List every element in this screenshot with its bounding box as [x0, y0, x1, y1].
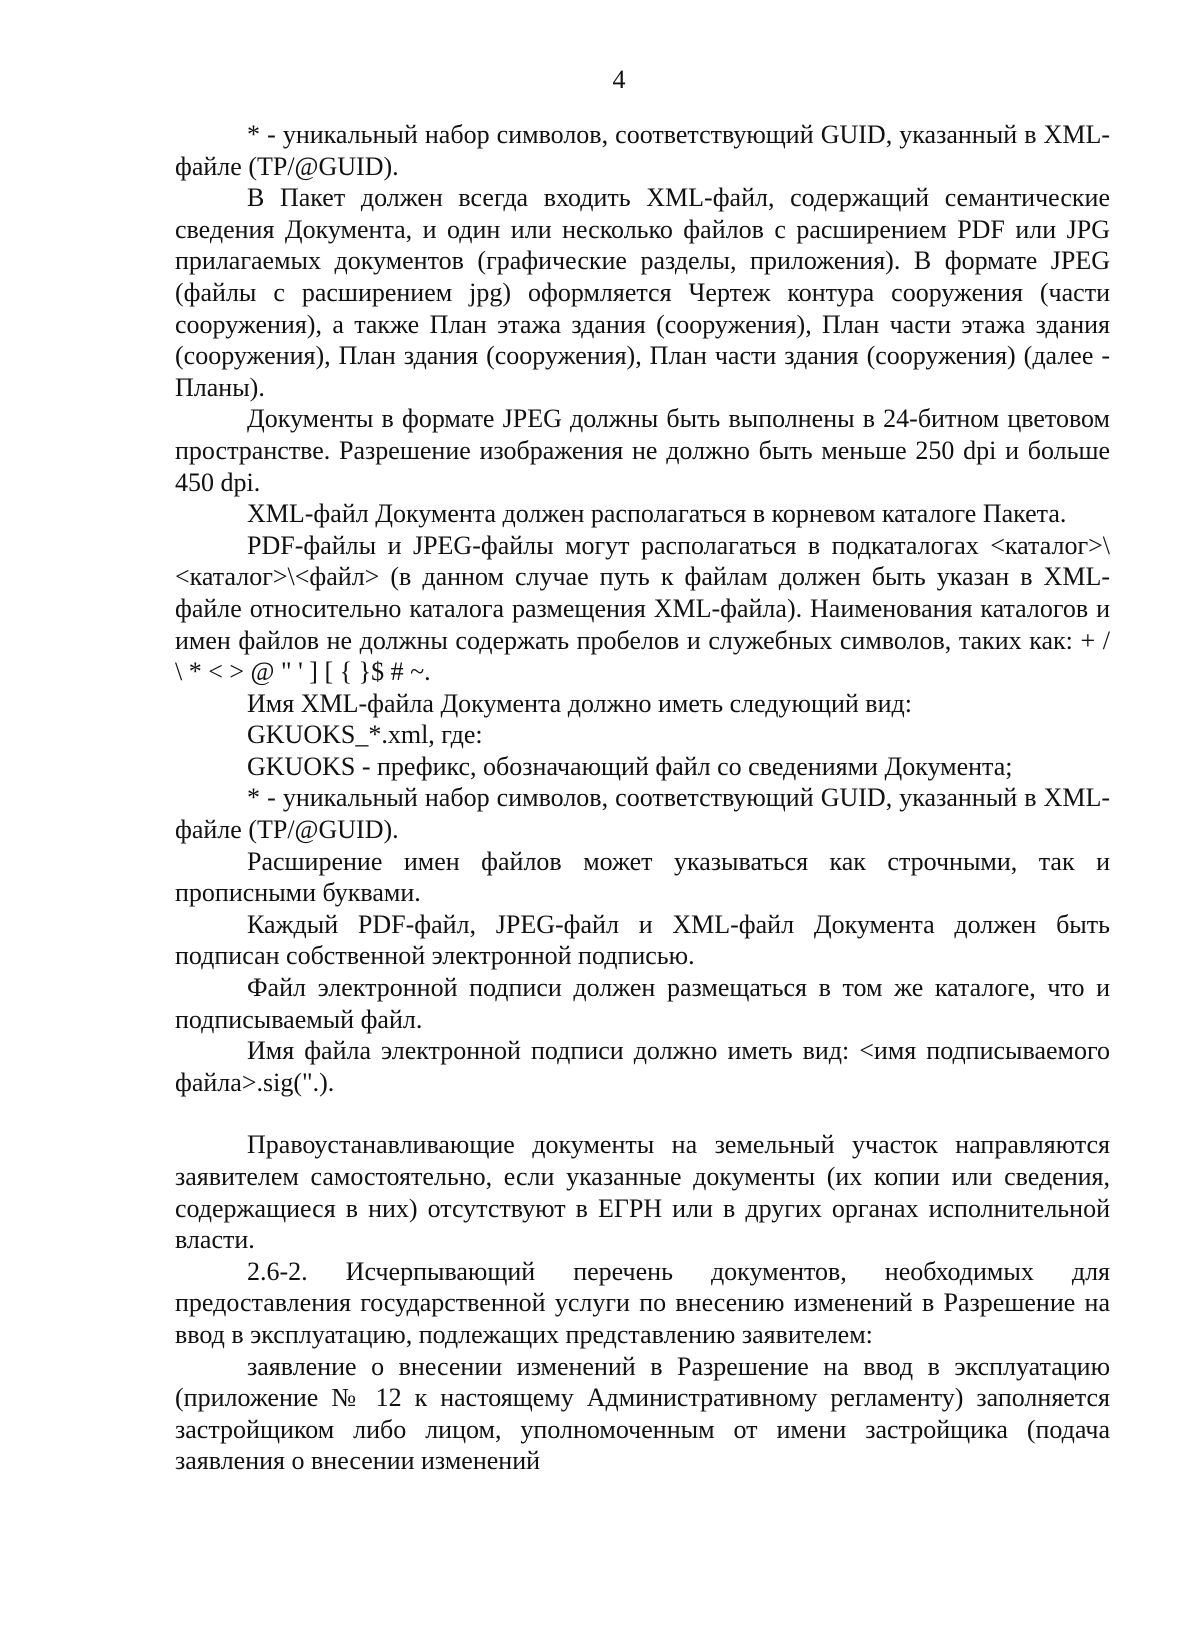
- paragraph-guid-note-2: * - уникальный набор символов, соответствующий GUID, указанный в XML-файле (TP/@GUID).: [175, 783, 1110, 845]
- document-body: [175, 119, 1110, 1477]
- paragraph-guid-note: * - уникальный набор символов, соответствующий GUID, указанный в XML-файле (TP/@GUID).: [175, 120, 1110, 181]
- paragraph-xml-location: XML-файл Документа должен располагаться в корневом каталоге Пакета.: [247, 499, 1067, 529]
- paragraph-prefix: GKUOKS - префикс, обозначающий файл со сведениями Документа;: [247, 751, 1013, 781]
- paragraph-signature-required: Каждый PDF-файл, JPEG-файл и XML-файл Документа должен быть подписан собственной электронной подписью.: [175, 909, 1110, 971]
- paragraph-subdirectories: PDF-файлы и JPEG-файлы могут располагаться в подкаталогах <каталог>\<каталог>\<файл> (в данном случае путь к файлам должен быть указан в XML-файле относительно каталога размещения XML-файла). Наименования каталогов и имен файлов не должны содержать пробелов и служебных символов, таких как: + / \ * < > @ " ' ] [ { }$ # ~.: [175, 530, 1110, 687]
- paragraph-signature-name: Имя файла электронной подписи должно иметь вид: <имя подписываемого файла>.sig(".).: [175, 1036, 1110, 1097]
- paragraph-land-documents: Правоустанавливающие документы на земельный участок направляются заявителем самостоятельно, если указанные документы (их копии или сведения, содержащиеся в них) отсутствуют в ЕГРН или в других органах исполнительной власти.: [175, 1130, 1110, 1255]
- paragraph-application: заявление о внесении изменений в Разрешение на ввод в эксплуатацию (приложение № 12 к настоящему Административному регламенту) заполняется застройщиком либо лицом, уполномоченным от имени застройщика (подача заявления о внесении изменений: [175, 1351, 1110, 1476]
- paragraph-extension-case: Расширение имен файлов может указываться как строчными, так и прописными буквами.: [175, 846, 1110, 908]
- page-number: 4: [612, 65, 626, 94]
- paragraph-package-contents: В Пакет должен всегда входить XML-файл, содержащий семантические сведения Документа, и один или несколько файлов с расширением PDF или JPG прилагаемых документов (графические разделы, приложения). В формате JPEG (файлы с расширением jpg) оформляется Чертеж контура сооружения (части сооружения), а также План этажа здания (сооружения), План части этажа здания (сооружения), План здания (сооружения), План части здания (сооружения) (далее - Планы).: [175, 183, 1110, 402]
- paragraph-xml-pattern: GKUOKS_*.xml, где:: [247, 720, 483, 750]
- paragraph-signature-location: Файл электронной подписи должен размещаться в том же каталоге, что и подписываемый файл.: [175, 973, 1110, 1034]
- paragraph-xml-name: Имя XML-файла Документа должно иметь следующий вид:: [247, 688, 912, 718]
- paragraph-jpeg-requirements: Документы в формате JPEG должны быть выполнены в 24-битном цветовом пространстве. Разрешение изображения не должно быть меньше 250 dpi и больше 450 dpi.: [175, 404, 1110, 497]
- paragraph-section-2-6-2: 2.6-2. Исчерпывающий перечень документов, необходимых для предоставления государственной услуги по внесению изменений в Разрешение на ввод в эксплуатацию, подлежащих представлению заявителем:: [175, 1256, 1110, 1349]
